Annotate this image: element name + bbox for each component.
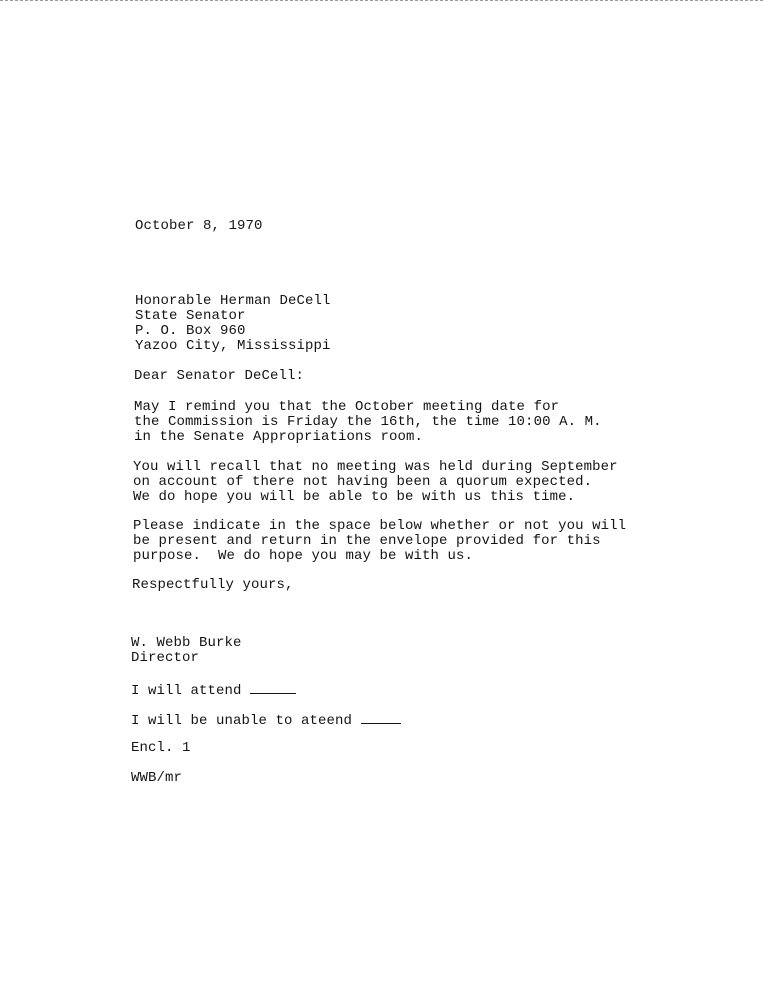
paragraph-line: May I remind you that the October meeting date for <box>134 399 560 415</box>
attend-label: I will attend <box>131 683 242 699</box>
addressee-name: Honorable Herman DeCell <box>135 293 331 309</box>
paragraph-line: in the Senate Appropriations room. <box>134 429 424 445</box>
letter-date: October 8, 1970 <box>135 218 263 234</box>
salutation: Dear Senator DeCell: <box>134 368 305 384</box>
addressee-city: Yazoo City, Mississippi <box>135 338 331 354</box>
inside-address <box>135 294 331 354</box>
paragraph-1 <box>134 400 602 445</box>
paragraph-line: on account of there not having been a quorum expected. <box>133 474 593 490</box>
attend-option <box>131 681 296 699</box>
paragraph-line: purpose. We do hope you may be with us. <box>133 548 474 564</box>
signer-name: W. Webb Burke <box>131 635 242 651</box>
addressee-title: State Senator <box>135 308 246 324</box>
enclosure-note: Encl. 1 <box>131 740 191 756</box>
paragraph-line: You will recall that no meeting was held during September <box>133 459 618 475</box>
signer-title: Director <box>131 650 200 666</box>
signature-block <box>131 636 242 666</box>
reference-initials: WWB/mr <box>131 770 183 786</box>
paragraph-line: Please indicate in the space below whether or not you will <box>133 518 627 534</box>
paragraph-line: We do hope you will be able to be with us this time. <box>133 489 576 505</box>
addressee-box: P. O. Box 960 <box>135 323 246 339</box>
attend-blank <box>250 681 296 694</box>
unable-blank <box>361 711 401 724</box>
unable-label: I will be unable to ateend <box>131 713 353 729</box>
closing: Respectfully yours, <box>132 577 294 593</box>
paragraph-3 <box>133 519 626 564</box>
paragraph-line: the Commission is Friday the 16th, the time 10:00 A. M. <box>134 414 602 430</box>
paragraph-line: be present and return in the envelope provided for this <box>133 533 601 549</box>
unable-option <box>131 711 401 729</box>
page-top-border <box>0 0 763 1</box>
paragraph-2 <box>133 460 618 505</box>
